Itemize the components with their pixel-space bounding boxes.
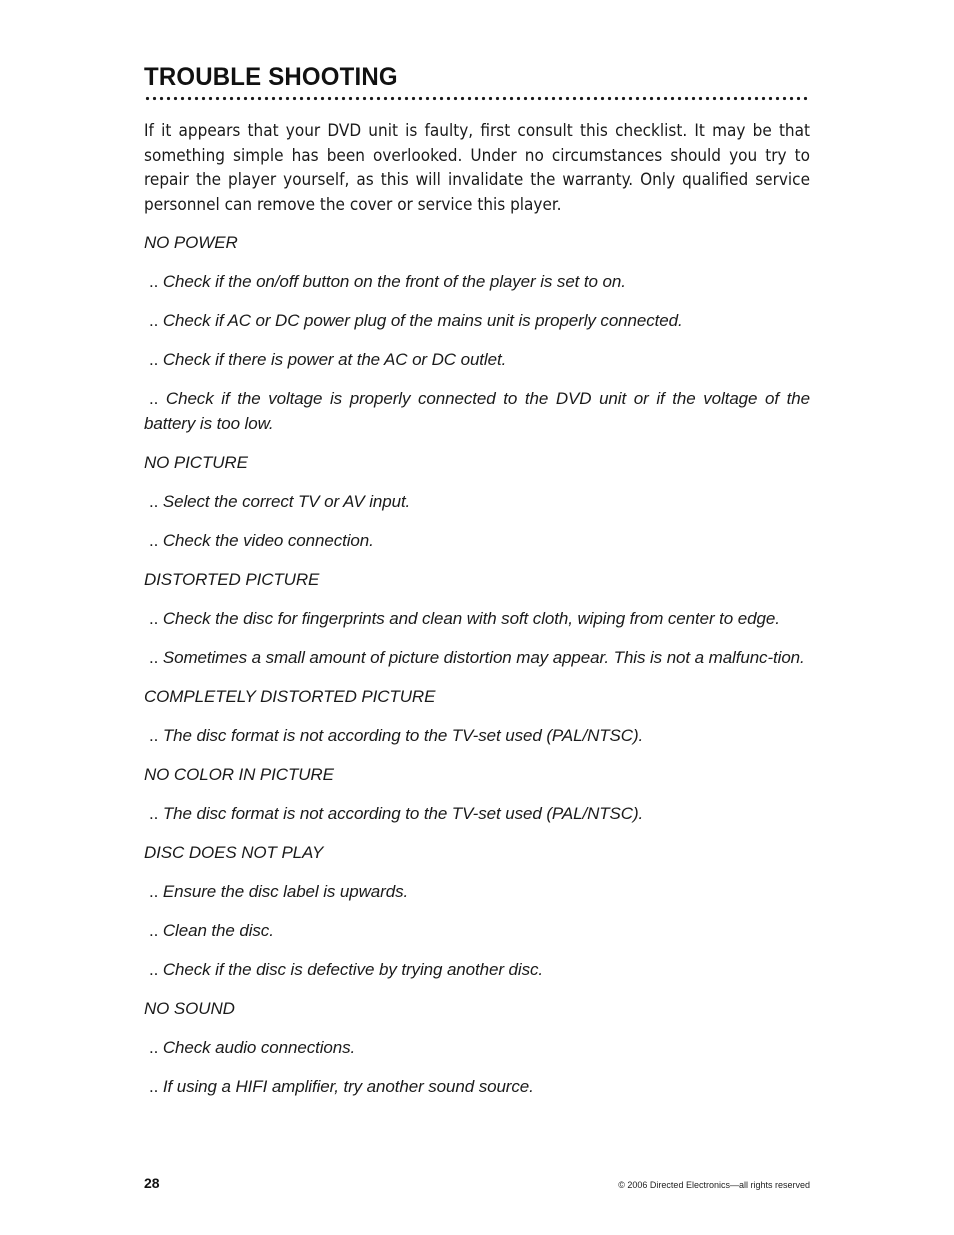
checklist-item-text: Check the video connection. — [162, 530, 374, 550]
bullet-marker: .. — [149, 491, 159, 511]
checklist-item — [144, 348, 810, 373]
bullet-marker: .. — [149, 1037, 159, 1057]
bullet-marker: .. — [149, 647, 159, 667]
checklist-item — [144, 309, 810, 334]
checklist-item-text: The disc format is not according to the TV-set used (PAL/NTSC). — [162, 725, 644, 745]
bullet-marker: .. — [149, 881, 159, 901]
section-heading: NO POWER — [144, 233, 238, 253]
checklist-item-text: The disc format is not according to the TV-set used (PAL/NTSC). — [162, 803, 644, 823]
checklist-item — [144, 724, 810, 749]
checklist-item — [144, 958, 810, 983]
checklist-item-text: If using a HIFI amplifier, try another sound source. — [162, 1076, 534, 1096]
bullet-marker: .. — [149, 1076, 159, 1096]
bullet-marker: .. — [149, 920, 159, 940]
intro-paragraph: If it appears that your DVD unit is faulty, first consult this checklist. It may be that something simple has been overlooked. Under no circumstances should you try to repair the player yourself, as this will invalidate the warranty. Only qualified service personnel can remove the cover or service this player. — [144, 121, 810, 215]
checklist-item — [144, 529, 810, 554]
checklist-item-text: Ensure the disc label is upwards. — [162, 881, 409, 901]
section-heading: DISC DOES NOT PLAY — [144, 842, 324, 862]
section-heading: NO COLOR IN PICTURE — [144, 764, 334, 784]
bullet-marker: .. — [149, 350, 159, 370]
checklist-item-text: Check audio connections. — [162, 1037, 356, 1057]
checklist-item-text: Check if the disc is defective by trying another disc. — [162, 959, 543, 979]
bullet-marker: .. — [149, 608, 159, 628]
page-number: 28 — [144, 1175, 160, 1191]
checklist-item — [144, 1036, 810, 1061]
checklist-item — [144, 919, 810, 944]
checklist-item — [144, 387, 810, 436]
bullet-marker: .. — [149, 389, 159, 409]
section-heading: COMPLETELY DISTORTED PICTURE — [144, 686, 436, 706]
checklist-item-text: Check if there is power at the AC or DC outlet. — [162, 350, 507, 370]
bullet-marker: .. — [149, 530, 159, 550]
troubleshooting-sections — [144, 231, 810, 1099]
bullet-marker: .. — [149, 959, 159, 979]
checklist-item — [144, 646, 810, 671]
copyright-notice: © 2006 Directed Electronics—all rights reserved — [618, 1180, 810, 1190]
checklist-item — [144, 270, 810, 295]
bullet-marker: .. — [149, 803, 159, 823]
section-heading: NO SOUND — [144, 998, 235, 1018]
checklist-item — [144, 490, 810, 515]
section-heading: DISTORTED PICTURE — [144, 569, 320, 589]
bullet-marker: .. — [149, 311, 159, 331]
page-content — [144, 62, 810, 1114]
bullet-marker: .. — [149, 725, 159, 745]
checklist-item — [144, 880, 810, 905]
checklist-item-text: Check if the voltage is properly connected to the DVD unit or if the voltage of the battery is too low. — [144, 389, 811, 433]
bullet-marker: .. — [149, 272, 159, 292]
checklist-item-text: Clean the disc. — [162, 920, 274, 940]
checklist-item-text: Check the disc for fingerprints and clean with soft cloth, wiping from center to edge. — [162, 608, 780, 628]
checklist-item-text: Check if AC or DC power plug of the mains unit is properly connected. — [162, 311, 683, 331]
dotted-rule — [144, 96, 810, 101]
checklist-item — [144, 1075, 810, 1100]
page-title: TROUBLE SHOOTING — [144, 63, 398, 91]
section-heading: NO PICTURE — [144, 452, 248, 472]
checklist-item — [144, 607, 810, 632]
checklist-item-text: Check if the on/off button on the front of the player is set to on. — [162, 272, 626, 292]
checklist-item-text: Sometimes a small amount of picture distortion may appear. This is not a malfunc-tion. — [162, 647, 805, 667]
checklist-item — [144, 802, 810, 827]
checklist-item-text: Select the correct TV or AV input. — [162, 491, 411, 511]
